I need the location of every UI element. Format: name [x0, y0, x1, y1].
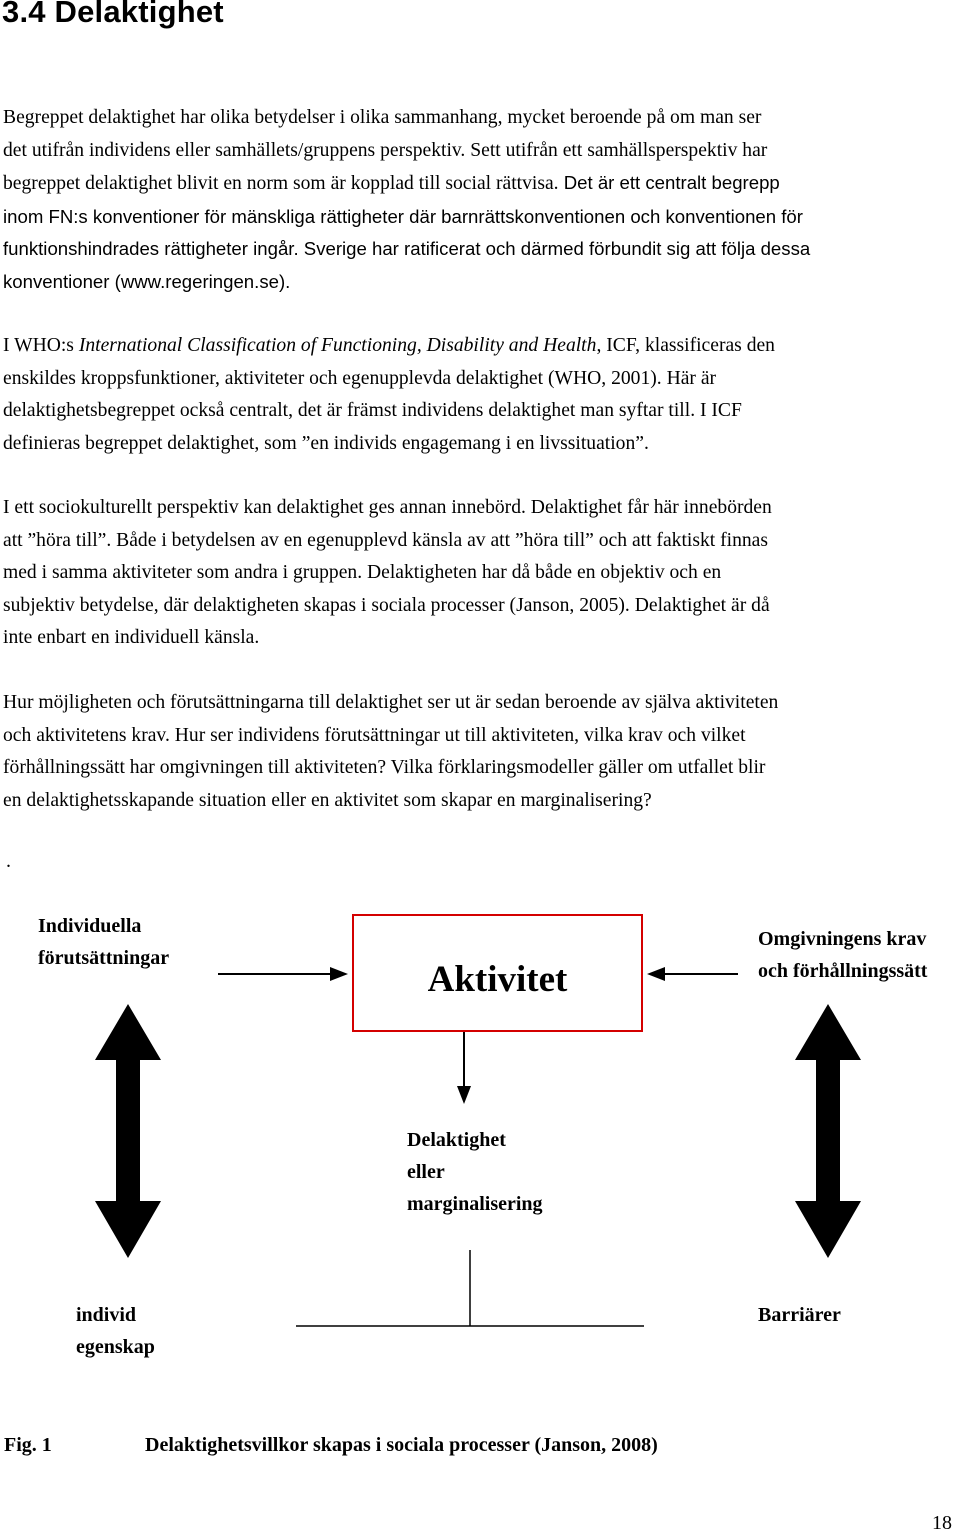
- page-number: 18: [932, 1512, 952, 1534]
- paragraph-line: funktionshindrades rättigheter ingår. Sverige har ratificerat och därmed förbundit sig att följa dessa: [3, 238, 811, 259]
- label-line: förutsättningar: [38, 947, 170, 969]
- right-double-arrow: [795, 1004, 861, 1258]
- paragraph-line-part: Det är ett centralt begrepp: [558, 172, 780, 193]
- label-line: Delaktighet: [407, 1129, 506, 1151]
- paragraph-line: inom FN:s konventioner för mänskliga rättigheter där barnrättskonventionen och konventionen för: [3, 205, 803, 227]
- paragraph-line: med i samma aktiviteter som andra i gruppen. Delaktigheten har då både en objektiv och en: [3, 562, 722, 583]
- right-arrow-head: [647, 967, 665, 981]
- outcome-label: [407, 1124, 543, 1220]
- paragraph-line: subjektiv betydelse, där delaktigheten skapas i sociala processer (Janson, 2005). Delaktighet är då: [3, 594, 770, 616]
- paragraph-line: att ”höra till”. Både i betydelsen av en egenupplevd känsla av att ”höra till” och att faktiskt finnas: [3, 529, 768, 551]
- label-line: eller: [407, 1161, 445, 1183]
- stray-dot: .: [6, 850, 11, 872]
- paragraph-line: delaktighetsbegreppet också centralt, det är främst individens delaktighet man syftar till. I ICF: [3, 400, 742, 421]
- figure-caption: Delaktighetsvillkor skapas i sociala processer (Janson, 2008): [145, 1434, 658, 1456]
- paragraph-line: enskildes kroppsfunktioner, aktiviteter och egenupplevda delaktighet (WHO, 2001). Här är: [3, 367, 717, 389]
- paragraph-line-part: I WHO:s: [3, 335, 79, 356]
- paragraph-line-part: , ICF, klassificeras den: [596, 335, 775, 356]
- figure-label: Fig. 1: [4, 1434, 52, 1456]
- down-arrow-head: [457, 1086, 471, 1104]
- individual-prerequisites-label: [38, 910, 169, 974]
- paragraph-line: förhållningssätt har omgivningen till aktiviteten? Vilka förklaringsmodeller gäller om utfallet blir: [3, 757, 766, 778]
- activity-box: [352, 914, 643, 1032]
- paragraph-line: I ett sociokulturellt perspektiv kan delaktighet ges annan innebörd. Delaktighet får här innebörden: [3, 497, 772, 518]
- paragraph-line: konventioner (www.regeringen.se).: [3, 270, 291, 292]
- label-line: och förhållningssätt: [758, 960, 928, 982]
- icf-title: International Classification of Functioning, Disability and Health: [78, 335, 597, 356]
- environment-demands-label: [758, 923, 927, 987]
- left-double-arrow: [95, 1004, 161, 1258]
- paragraph-line: och aktivitetens krav. Hur ser individens förutsättningar ut till aktiviteten, vilka krav och vilket: [3, 724, 746, 746]
- left-arrow-head: [330, 967, 348, 981]
- paragraph-line: en delaktighetsskapande situation eller en aktivitet som skapar en marginalisering?: [3, 789, 652, 811]
- label-line: egenskap: [76, 1336, 155, 1358]
- paragraph-line: Begreppet delaktighet har olika betydelser i olika sammanhang, mycket beroende på om man ser: [3, 107, 762, 128]
- paragraph-line-part: begreppet delaktighet blivit en norm som är kopplad till social rättvisa.: [3, 173, 559, 194]
- label-line: individ: [76, 1304, 137, 1326]
- label-line: marginalisering: [407, 1193, 543, 1215]
- section-heading: 3.4 Delaktighet: [2, 0, 224, 29]
- label-line: Omgivningens krav: [758, 928, 927, 950]
- label-line: Individuella: [38, 915, 142, 937]
- paragraph-line: definieras begreppet delaktighet, som ”en individs engagemang i en livssituation”.: [3, 432, 649, 454]
- activity-box-label: Aktivitet: [427, 959, 568, 1000]
- paragraph-line: Hur möjligheten och förutsättningarna till delaktighet ser ut är sedan beroende av själva aktiviteten: [3, 692, 779, 713]
- barriers-label: Barriärer: [758, 1304, 841, 1326]
- paragraph-line: inte enbart en individuell känsla.: [3, 627, 260, 648]
- individual-trait-label: [76, 1299, 155, 1363]
- paragraph-line: det utifrån individens eller samhällets/gruppens perspektiv. Sett utifrån ett samhällsperspektiv har: [3, 139, 768, 161]
